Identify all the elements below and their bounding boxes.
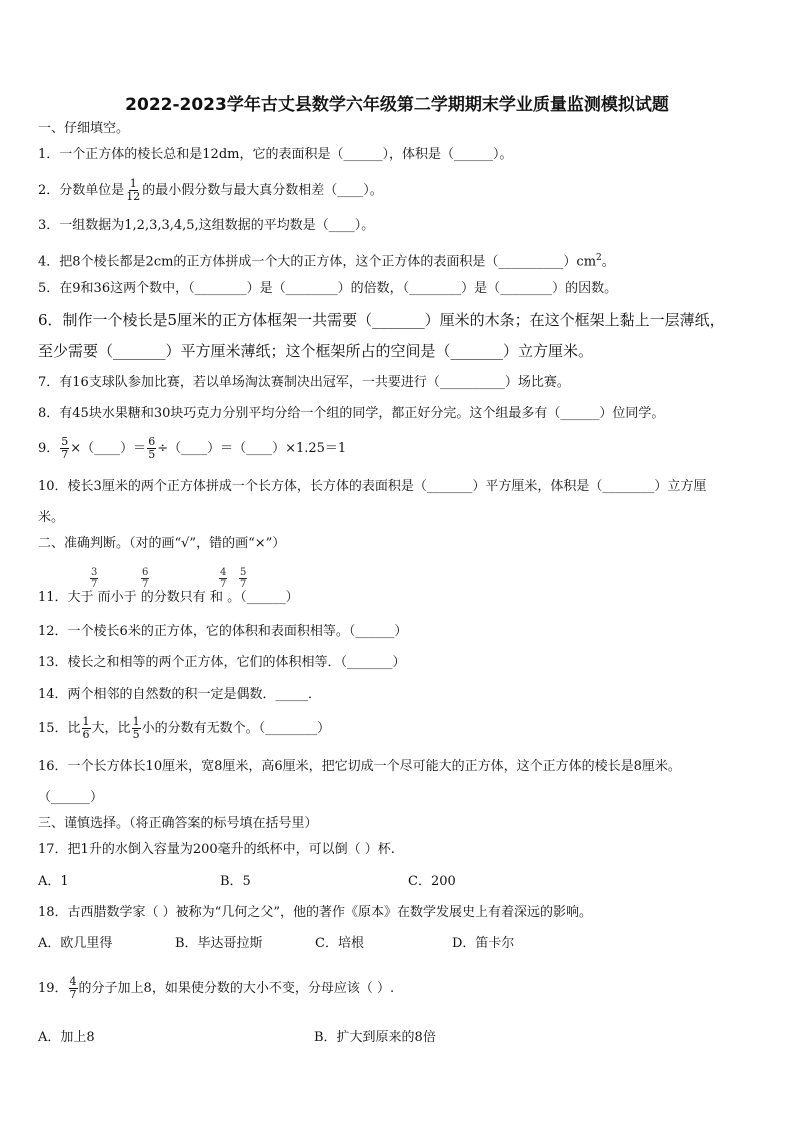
question-17: 17．把1升的水倒入容量为200毫升的纸杯中，可以倒（ ）杯. [38, 842, 395, 857]
question-6-line-1: 6．制作一个棱长是5厘米的正方体框架一共需要（_______）厘米的木条；在这个框架上黏上一层薄纸， [38, 311, 725, 329]
question-1: 1．一个正方体的棱长总和是12dm，它的表面积是（______），体积是（______）。 [38, 147, 513, 162]
fraction-4-7: $\frac{4}{7}$ [220, 567, 227, 590]
question-19: 19． $\frac{4}{7}$ 的分子加上8，如果使分数的大小不变，分母应该（ ）. [38, 975, 395, 1001]
question-17-option-c: C．200 [408, 874, 456, 889]
section-1-heading: 一、仔细填空。 [38, 121, 130, 136]
question-18: 18．古西腊数学家（ ）被称为“几何之父”，他的著作《原本》在数学发展史上有着深远的影响。 [38, 905, 592, 920]
question-19-option-b: B．扩大到原来的8倍 [314, 1030, 436, 1045]
question-3: 3．一组数据为1,2,3,3,4,5,这组数据的平均数是（____）。 [38, 218, 375, 233]
question-15: 15．比 $\frac{1}{6}$ 大，比 $\frac{1}{5}$ 小的分数有无数个。（________） [38, 715, 331, 741]
question-18-option-c: C．培根 [315, 936, 364, 951]
fraction: $\frac{1}{5}$ [132, 715, 140, 741]
fraction-5-7: $\frac{5}{7}$ [240, 567, 247, 590]
fraction: $\frac{4}{7}$ [69, 975, 77, 1001]
question-7: 7．有16支球队参加比赛，若以单场淘汰赛制决出冠军，一共要进行（__________）场比赛。 [38, 375, 570, 390]
question-10-line-1: 10．棱长3厘米的两个正方体拼成一个长方体，长方体的表面积是（_______）平方厘米，体积是（________）立方厘 [38, 479, 707, 494]
question-16-line-1: 16．一个长方体长10厘米，宽8厘米，高6厘米，把它切成一个尽可能大的正方体，这个正方体的棱长是8厘米。 [38, 759, 681, 774]
fraction-6-7: $\frac{6}{7}$ [142, 567, 149, 590]
question-19-option-a: A．加上8 [38, 1030, 95, 1045]
question-17-option-b: B．5 [220, 874, 251, 889]
question-18-option-d: D．笛卡尔 [452, 936, 515, 951]
fraction: $\frac{1}{12}$ [126, 177, 141, 203]
fraction: $\frac{5}{7}$ [61, 435, 69, 461]
question-12: 12．一个棱长6米的正方体，它的体积和表面积相等。（______） [38, 624, 408, 639]
section-3-heading: 三、谨慎选择。（将正确答案的标号填在括号里） [38, 816, 318, 831]
fraction: $\frac{1}{6}$ [82, 715, 90, 741]
question-18-option-b: B．毕达哥拉斯 [175, 936, 263, 951]
page-title: 2022-2023学年古丈县数学六年级第二学期期末学业质量监测模拟试题 [125, 95, 669, 115]
section-2-heading: 二、准确判断。（对的画“√”，错的画“×”） [38, 536, 286, 551]
question-18-option-a: A．欧几里得 [38, 936, 113, 951]
fraction-3-7: $\frac{3}{7}$ [91, 567, 98, 590]
fraction: $\frac{6}{5}$ [148, 435, 156, 461]
question-11: 11．大于 而小于 的分数只有 和 。（______） [38, 590, 299, 605]
question-9: 9． $\frac{5}{7}$ ×（____）＝ $\frac{6}{5}$ ÷（____）＝（____）×1.25＝1 [38, 435, 347, 461]
question-16-line-2: （______） [38, 790, 104, 805]
question-6-line-2: 至少需要（_______）平方厘米薄纸；这个框架所占的空间是（_______）立方厘米。 [38, 342, 594, 360]
question-13: 13．棱长之和相等的两个正方体，它们的体积相等．（_______） [38, 655, 406, 670]
question-14: 14．两个相邻的自然数的积一定是偶数．_____． [38, 687, 322, 702]
question-17-option-a: A．1 [38, 874, 69, 889]
question-2: 2．分数单位是 $\frac{1}{12}$ 的最小假分数与最大真分数相差（____）。 [38, 177, 383, 203]
question-10-line-2: 米。 [38, 510, 65, 525]
question-8: 8．有45块水果糖和30块巧克力分别平均分给一个组的同学，都正好分完。这个组最多有（______）位同学。 [38, 406, 665, 421]
question-5: 5．在9和36这两个数中，（________）是（________）的倍数，（________）是（________）的因数。 [38, 281, 618, 296]
question-4: 4．把8个棱长都是2cm的正方体拼成一个大的正方体，这个正方体的表面积是$(\_\_\_\_\_\_\_\_\_\_)cm^2$。 [38, 253, 615, 270]
